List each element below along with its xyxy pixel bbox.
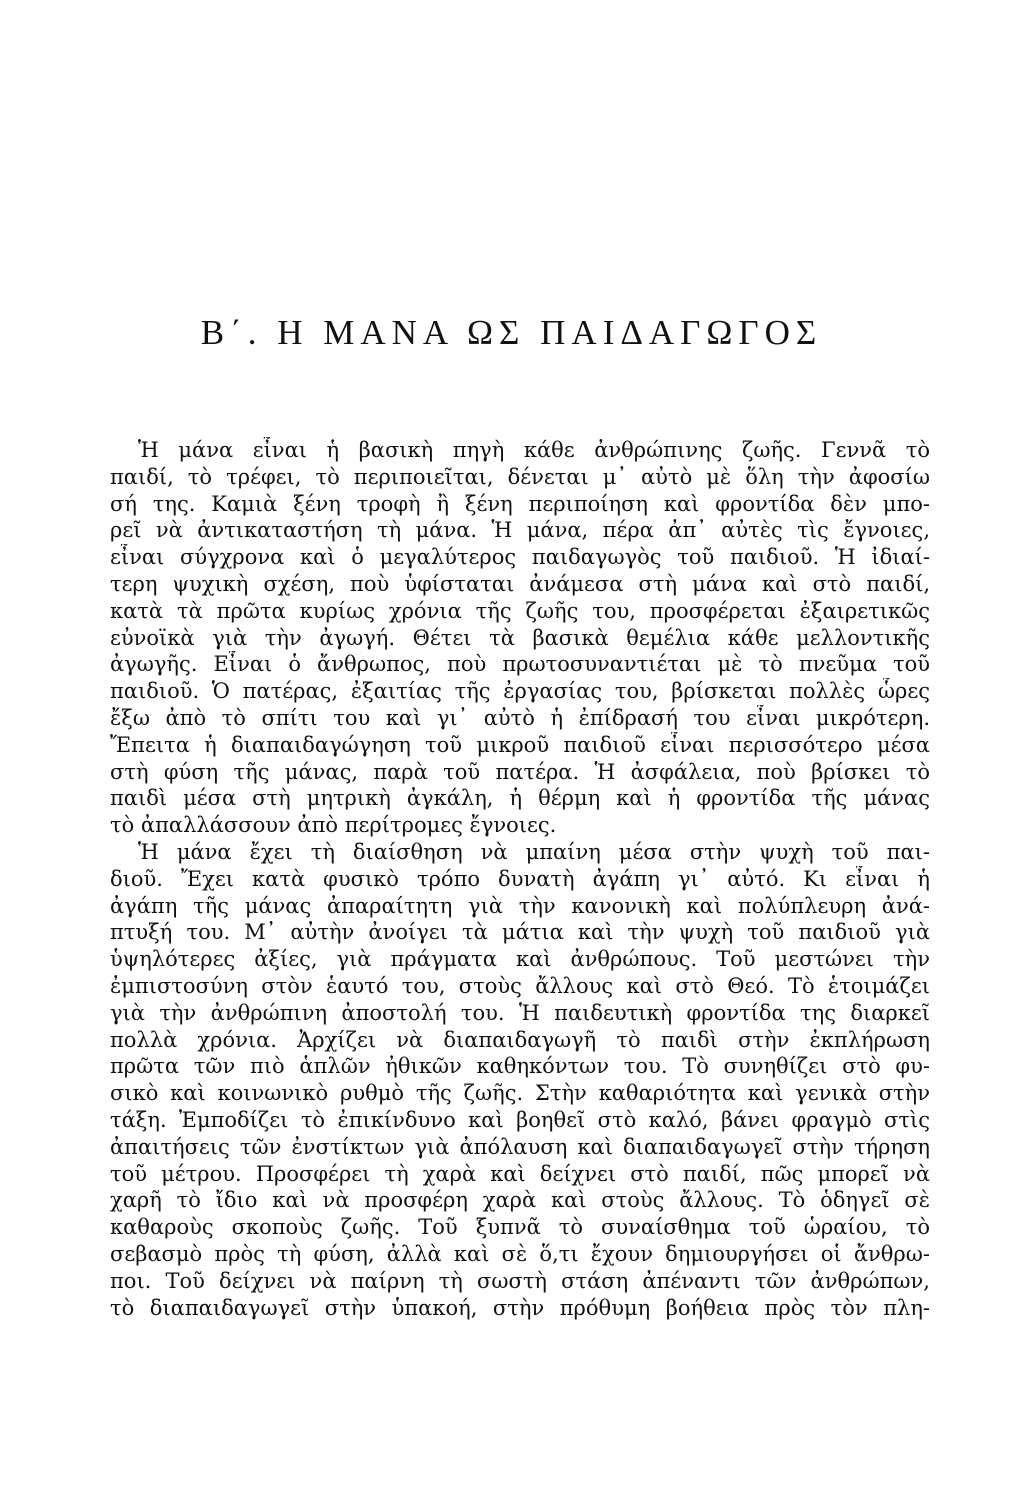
text-line: ὑψηλότερες ἀξίες, γιὰ πράγματα καὶ ἀνθρώπους. Τοῦ μεστώνει τὴν xyxy=(110,947,930,972)
chapter-title: Β΄. Η ΜΑΝΑ ΩΣ ΠΑΙΔΑΓΩΓΟΣ xyxy=(200,313,823,352)
text-line: γιὰ τὴν ἀνθρώπινη ἀποστολή του. Ἡ παιδευτικὴ φροντίδα της διαρκεῖ xyxy=(110,1000,930,1025)
text-line: σεβασμὸ πρὸς τὴ φύση, ἀλλὰ καὶ σὲ ὅ,τι ἔχουν δημιουργήσει οἱ ἄνθρω- xyxy=(110,1241,930,1266)
text-line: τοῦ μέτρου. Προσφέρει τὴ χαρὰ καὶ δείχνει στὸ παιδί, πῶς μπορεῖ νὰ xyxy=(110,1161,930,1186)
text-line: τάξη. Ἐμποδίζει τὸ ἐπικίνδυνο καὶ βοηθεῖ στὸ καλό, βάνει φραγμὸ στὶς xyxy=(110,1107,930,1132)
text-line: ἀπαιτήσεις τῶν ἐνστίκτων γιὰ ἀπόλαυση καὶ διαπαιδαγωγεῖ στὴν τήρηση xyxy=(110,1134,930,1159)
text-line: ἐμπιστοσύνη στὸν ἑαυτό του, στοὺς ἄλλους καὶ στὸ Θεό. Τὸ ἑτοιμάζει xyxy=(110,973,930,998)
text-line: Ἔπειτα ἡ διαπαιδαγώγηση τοῦ μικροῦ παιδιοῦ εἶναι περισσότερο μέσα xyxy=(110,732,930,757)
text-line: ποι. Τοῦ δείχνει νὰ παίρνη τὴ σωστὴ στάση ἀπέναντι τῶν ἀνθρώπων, xyxy=(110,1268,930,1293)
text-line: Ἡ μάνα εἶναι ἡ βασικὴ πηγὴ κάθε ἀνθρώπινης ζωῆς. Γεννᾶ τὸ xyxy=(138,438,930,462)
text-line: πρῶτα τῶν πιὸ ἁπλῶν ἠθικῶν καθηκόντων του. Τὸ συνηθίζει στὸ φυ- xyxy=(110,1054,930,1079)
text-line: τερη ψυχικὴ σχέση, ποὺ ὑφίσταται ἀνάμεσα στὴ μάνα καὶ στὸ παιδί, xyxy=(110,571,930,596)
text-line: διοῦ. Ἔχει κατὰ φυσικὸ τρόπο δυνατὴ ἀγάπη γι᾽ αὐτό. Κι εἶναι ἡ xyxy=(110,866,930,891)
text-line: εὐνοϊκὰ γιὰ τὴν ἀγωγή. Θέτει τὰ βασικὰ θεμέλια κάθε μελλοντικῆς xyxy=(110,625,930,650)
text-line: σή της. Καμιὰ ξένη τροφὴ ἢ ξένη περιποίηση καὶ φροντίδα δὲν μπο- xyxy=(110,491,930,516)
text-line: ἀγωγῆς. Εἶναι ὁ ἄνθρωπος, ποὺ πρωτοσυναντιέται μὲ τὸ πνεῦμα τοῦ xyxy=(110,652,930,677)
text-line: πολλὰ χρόνια. Ἀρχίζει νὰ διαπαιδαγωγῆ τὸ παιδὶ στὴν ἐκπλήρωση xyxy=(110,1027,930,1052)
text-line: παιδὶ μέσα στὴ μητρικὴ ἀγκάλη, ἡ θέρμη καὶ ἡ φροντίδα τῆς μάνας xyxy=(110,786,930,811)
body-text xyxy=(110,437,930,1321)
text-line: παιδιοῦ. Ὁ πατέρας, ἐξαιτίας τῆς ἐργασίας του, βρίσκεται πολλὲς ὧρες xyxy=(110,679,930,704)
text-line: Ἡ μάνα ἔχει τὴ διαίσθηση νὰ μπαίνη μέσα στὴν ψυχὴ τοῦ παι- xyxy=(138,839,930,864)
text-line: παιδί, τὸ τρέφει, τὸ περιποιεῖται, δένεται μ᾽ αὐτὸ μὲ ὅλη τὴν ἀφοσίω xyxy=(110,464,930,489)
text-line: τὸ ἀπαλλάσσουν ἀπὸ περίτρομες ἔγνοιες. xyxy=(110,813,557,838)
text-line: τὸ διαπαιδαγωγεῖ στὴν ὑπακοή, στὴν πρόθυμη βοήθεια πρὸς τὸν πλη- xyxy=(110,1295,930,1320)
text-line: ρεῖ νὰ ἀντικαταστήση τὴ μάνα. Ἡ μάνα, πέρα ἀπ᾽ αὐτὲς τὶς ἔγνοιες, xyxy=(110,518,930,543)
text-line: χαρῆ τὸ ἴδιο καὶ νὰ προσφέρη χαρὰ καὶ στοὺς ἄλλους. Τὸ ὁδηγεῖ σὲ xyxy=(110,1188,930,1213)
text-line: εἶναι σύγχρονα καὶ ὁ μεγαλύτερος παιδαγωγὸς τοῦ παιδιοῦ. Ἡ ἰδιαί- xyxy=(110,545,930,570)
text-line: πτυξή του. Μ᾽ αὐτὴν ἀνοίγει τὰ μάτια καὶ τὴν ψυχὴ τοῦ παιδιοῦ γιὰ xyxy=(110,920,930,945)
text-line: ἔξω ἀπὸ τὸ σπίτι του καὶ γι᾽ αὐτὸ ἡ ἐπίδρασή του εἶναι μικρότερη. xyxy=(110,705,930,730)
text-line: σικὸ καὶ κοινωνικὸ ρυθμὸ τῆς ζωῆς. Στὴν καθαριότητα καὶ γενικὰ στὴν xyxy=(110,1081,930,1106)
text-line: στὴ φύση τῆς μάνας, παρὰ τοῦ πατέρα. Ἡ ἀσφάλεια, ποὺ βρίσκει τὸ xyxy=(110,759,930,784)
text-line: καθαροὺς σκοποὺς ζωῆς. Τοῦ ξυπνᾶ τὸ συναίσθημα τοῦ ὡραίου, τὸ xyxy=(110,1215,930,1240)
text-line: ἀγάπη τῆς μάνας ἀπαραίτητη γιὰ τὴν κανονικὴ καὶ πολύπλευρη ἀνά- xyxy=(110,893,930,918)
text-line: κατὰ τὰ πρῶτα κυρίως χρόνια τῆς ζωῆς του, προσφέρεται ἐξαιρετικῶς xyxy=(110,598,930,623)
